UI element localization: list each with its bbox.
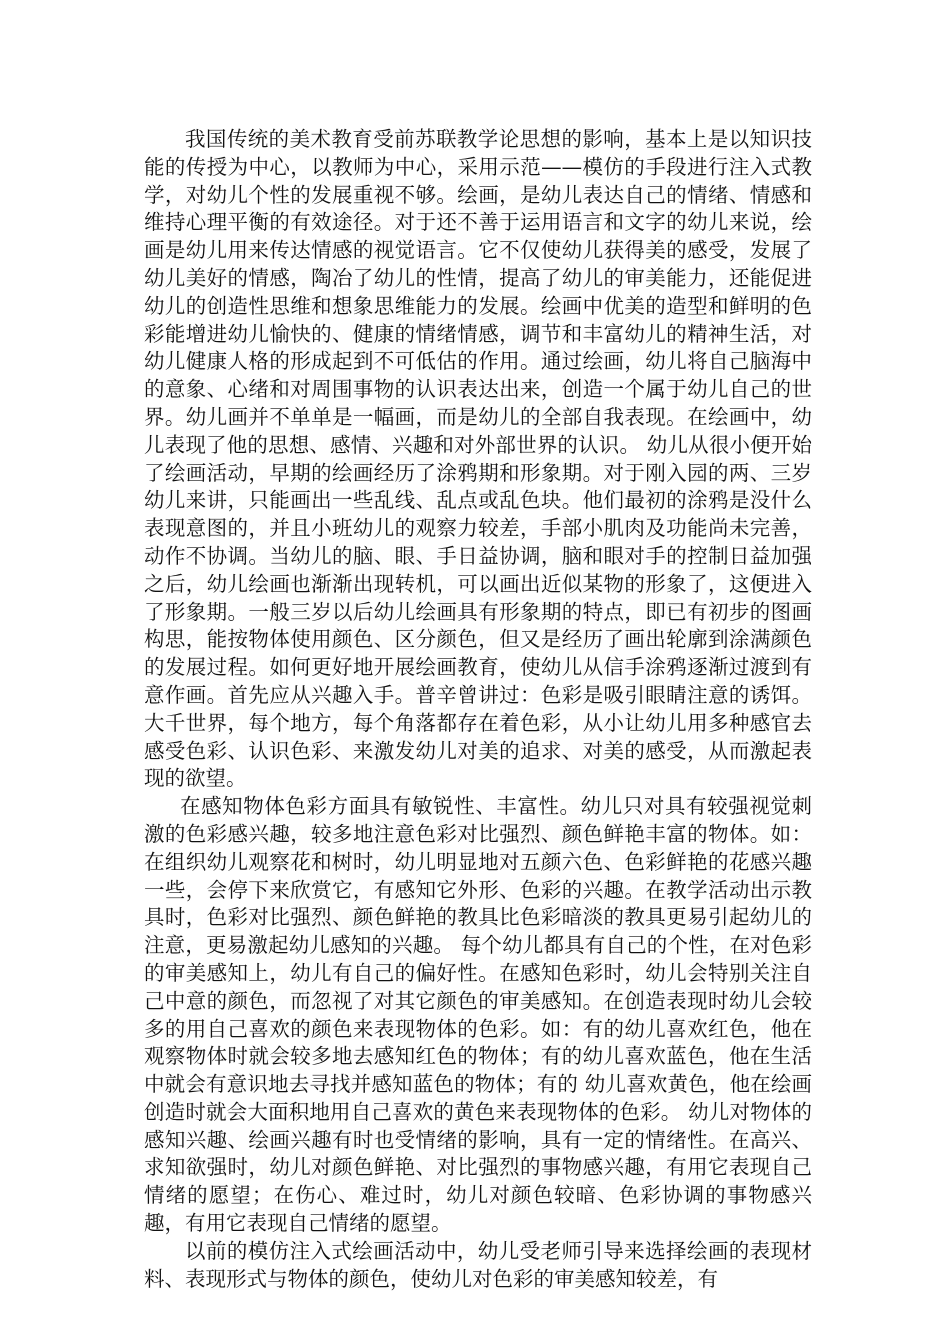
document-page	[144, 126, 812, 1293]
paragraph-imitation-painting: 以前的模仿注入式绘画活动中，幼儿受老师引导来选择绘画的表现材料、表现形式与物体的颜色，使幼儿对色彩的审美感知较差，有	[144, 1238, 812, 1291]
paragraph-color-perception: 在感知物体色彩方面具有敏锐性、丰富性。幼儿只对具有较强视觉刺激的色彩感兴趣，较多地注意色彩对比强烈、颜色鲜艳丰富的物体。如：在组织幼儿观察花和树时，幼儿明显地对五颜六色、色彩鲜艳的花感兴趣一些，会停下来欣赏它，有感知它外形、色彩的兴趣。在教学活动出示教具时，色彩对比强烈、颜色鲜艳的教具比色彩暗淡的教具更易引起幼儿的注意，更易激起幼儿感知的兴趣。 每个幼儿都具有自己的个性，在对色彩的审美感知上，幼儿有自己的偏好性。在感知色彩时，幼儿会特别关注自己中意的颜色，而忽视了对其它颜色的审美感知。在创造表现时幼儿会较多的用自己喜欢的颜色来表现物体的色彩。如：有的幼儿喜欢红色，他在观察物体时就会较多地去感知红色的物体；有的幼儿喜欢蓝色，他在生活中就会有意识地去寻找并感知蓝色的物体；有的 幼儿喜欢黄色，他在绘画创造时就会大面积地用自己喜欢的黄色来表现物体的色彩。 幼儿对物体的感知兴趣、绘画兴趣有时也受情绪的影响，具有一定的情绪性。在高兴、求知欲强时，幼儿对颜色鲜艳、对比强烈的事物感兴趣，有用它表现自己情绪的愿望；在伤心、难过时，幼儿对颜色较暗、色彩协调的事物感兴趣，有用它表现自己情绪的愿望。	[144, 794, 812, 1236]
paragraph-art-education-history: 我国传统的美术教育受前苏联教学论思想的影响，基本上是以知识技能的传授为中心，以教师为中心，采用示范——模仿的手段进行注入式教学，对幼儿个性的发展重视不够。绘画，是幼儿表达自己的情绪、情感和维持心理平衡的有效途径。对于还不善于运用语言和文字的幼儿来说，绘画是幼儿用来传达情感的视觉语言。它不仅使幼儿获得美的感受，发展了幼儿美好的情感，陶冶了幼儿的性情，提高了幼儿的审美能力，还能促进幼儿的创造性思维和想象思维能力的发展。绘画中优美的造型和鲜明的色彩能增进幼儿愉快的、健康的情绪情感，调节和丰富幼儿的精神生活，对幼儿健康人格的形成起到不可低估的作用。通过绘画，幼儿将自己脑海中的意象、心绪和对周围事物的认识表达出来，创造一个属于幼儿自己的世界。幼儿画并不单单是一幅画，而是幼儿的全部自我表现。在绘画中，幼儿表现了他的思想、感情、兴趣和对外部世界的认识。 幼儿从很小便开始了绘画活动，早期的绘画经历了涂鸦期和形象期。对于刚入园的两、三岁 幼儿来讲，只能画出一些乱线、乱点或乱色块。他们最初的涂鸦是没什么表现意图的，并且小班幼儿的观察力较差，手部小肌肉及功能尚未完善，动作不协调。当幼儿的脑、眼、手日益协调，脑和眼对手的控制日益加强之后，幼儿绘画也渐渐出现转机，可以画出近似某物的形象了，这便进入了形象期。一般三岁以后幼儿绘画具有形象期的特点，即已有初步的图画构思，能按物体使用颜色、区分颜色，但又是经历了画出轮廓到涂满颜色的发展过程。如何更好地开展绘画教育，使幼儿从信手涂鸦逐渐过渡到有意作画。首先应从兴趣入手。普辛曾讲过：色彩是吸引眼睛注意的诱饵。大千世界，每个地方，每个角落都存在着色彩，从小让幼儿用多种感官去感受色彩、认识色彩、来激发幼儿对美的追求、对美的感受，从而激起表现的欲望。	[144, 127, 812, 791]
